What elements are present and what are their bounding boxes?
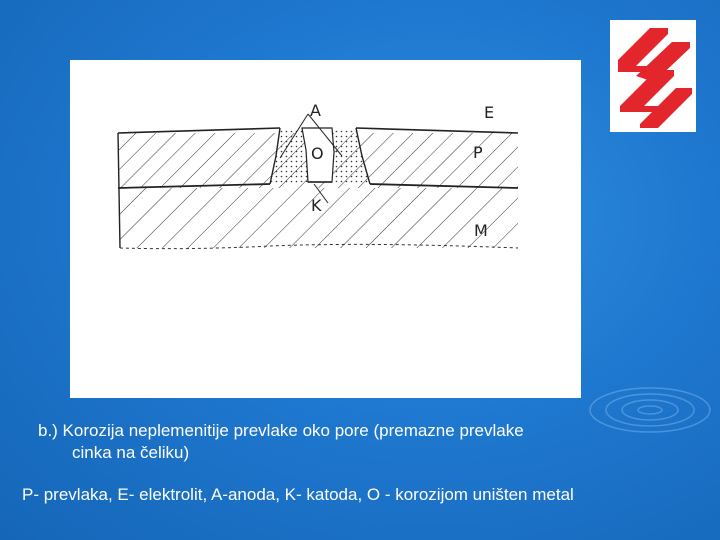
caption-line-1: b.) Korozija neplemenitije prevlake oko pore (premazne prevlake	[38, 421, 524, 440]
label-metal: M	[474, 221, 488, 240]
label-pore: O	[311, 144, 324, 163]
label-cathode: K	[311, 196, 322, 215]
label-electrolyte: E	[484, 103, 495, 122]
figure-caption	[38, 420, 678, 464]
label-coating: P	[473, 143, 483, 162]
corrosion-diagram	[70, 60, 581, 398]
legend-text: P- prevlaka, E- elektrolit, A-anoda, K- katoda, O - korozijom uništen metal	[22, 485, 574, 504]
logo	[610, 20, 696, 132]
label-anode: A	[310, 101, 321, 120]
caption-line-2: cinka na čeliku)	[72, 443, 190, 462]
logo-mark-icon	[610, 20, 696, 132]
